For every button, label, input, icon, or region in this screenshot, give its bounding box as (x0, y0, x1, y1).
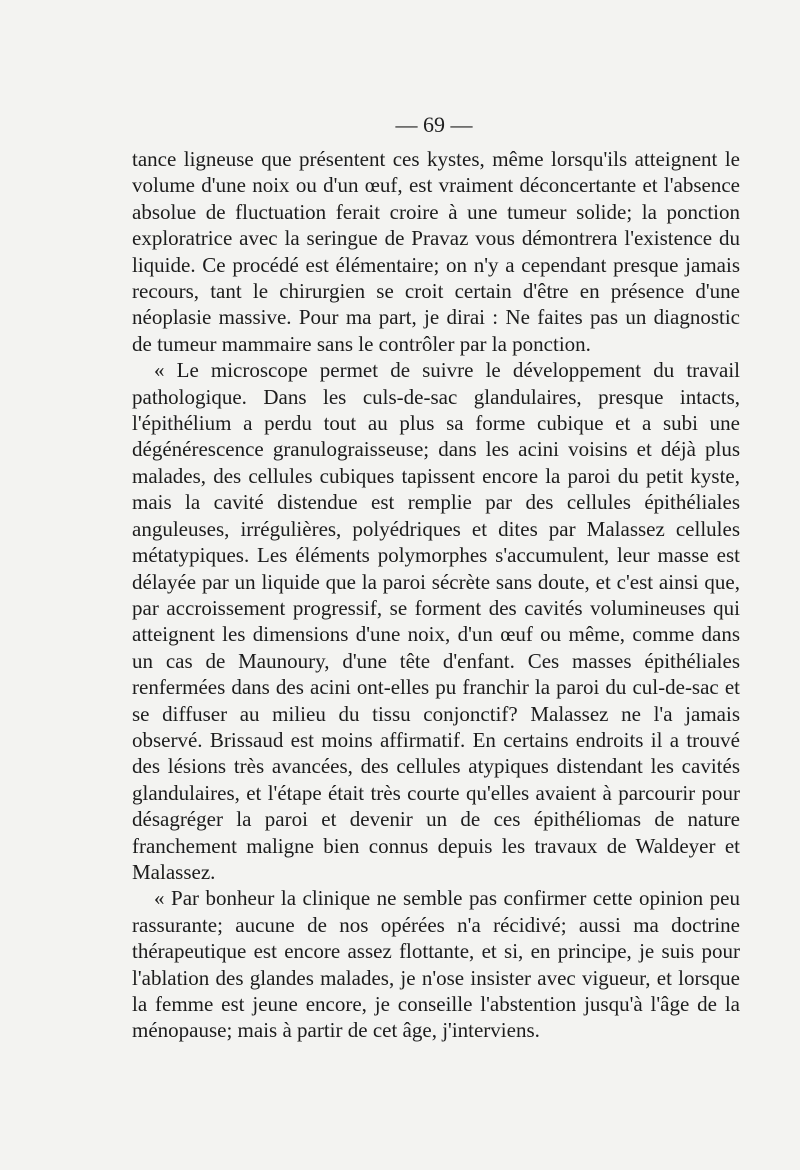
body-text (132, 146, 740, 1044)
page-number: — 69 — (395, 112, 473, 137)
paragraph-3: « Par bonheur la clinique ne semble pas confirmer cette opinion peu rassurante; aucune de nos opérées n'a récidivé; aussi ma doctrine thérapeutique est encore assez flottante, et si, en principe, je suis pour l'ablation des glandes malades, je n'ose insister avec vigueur, et lorsque la femme est jeune encore, je conseille l'abstention jusqu'à l'âge de la ménopause; mais à partir de cet âge, j'interviens. (132, 886, 740, 1043)
paragraph-2: « Le microscope permet de suivre le développement du travail pathologique. Dans les culs-de-sac glandulaires, presque intacts, l'épithélium a perdu tout au plus sa forme cubique et a subi une dégénérescence granulograisseuse; dans les acini voisins et déjà plus malades, des cellules cubiques tapissent encore la paroi du petit kyste, mais la cavité distendue est remplie par des cellules épithéliales anguleuses, irrégulières, polyédriques et dites par Malassez cellules métatypiques. Les éléments polymorphes s'accumulent, leur masse est délayée par un liquide que la paroi sécrète sans doute, et c'est ainsi que, par accroissement progressif, se forment des cavités volumineuses qui atteignent les dimensions d'une noix, d'un œuf ou même, comme dans un cas de Maunoury, d'une tête d'enfant. Ces masses épithéliales renfermées dans des acini ont-elles pu franchir la paroi du cul-de-sac et se diffuser au milieu du tissu conjonctif? Malassez ne l'a jamais observé. Brissaud est moins affirmatif. En certains endroits il a trouvé des lésions très avancées, des cellules atypiques distendant les cavités glandulaires, et l'étape était très courte qu'elles avaient à parcourir pour désagréger la paroi et devenir un de ces épithéliomas de nature franchement maligne bien connus depuis les travaux de Waldeyer et Malassez. (132, 358, 740, 884)
paragraph-1: tance ligneuse que présentent ces kystes, même lorsqu'ils atteignent le volume d'une noix ou d'un œuf, est vraiment déconcertante et l'absence absolue de fluctuation ferait croire à une tumeur solide; la ponction exploratrice avec la seringue de Pravaz vous démontrera l'existence du liquide. Ce procédé est élémentaire; on n'y a cependant presque jamais recours, tant le chirurgien se croit certain d'être en présence d'une néoplasie massive. Pour ma part, je dirai : Ne faites pas un diagnostic de tumeur mammaire sans le contrôler par la ponction. (132, 147, 740, 356)
